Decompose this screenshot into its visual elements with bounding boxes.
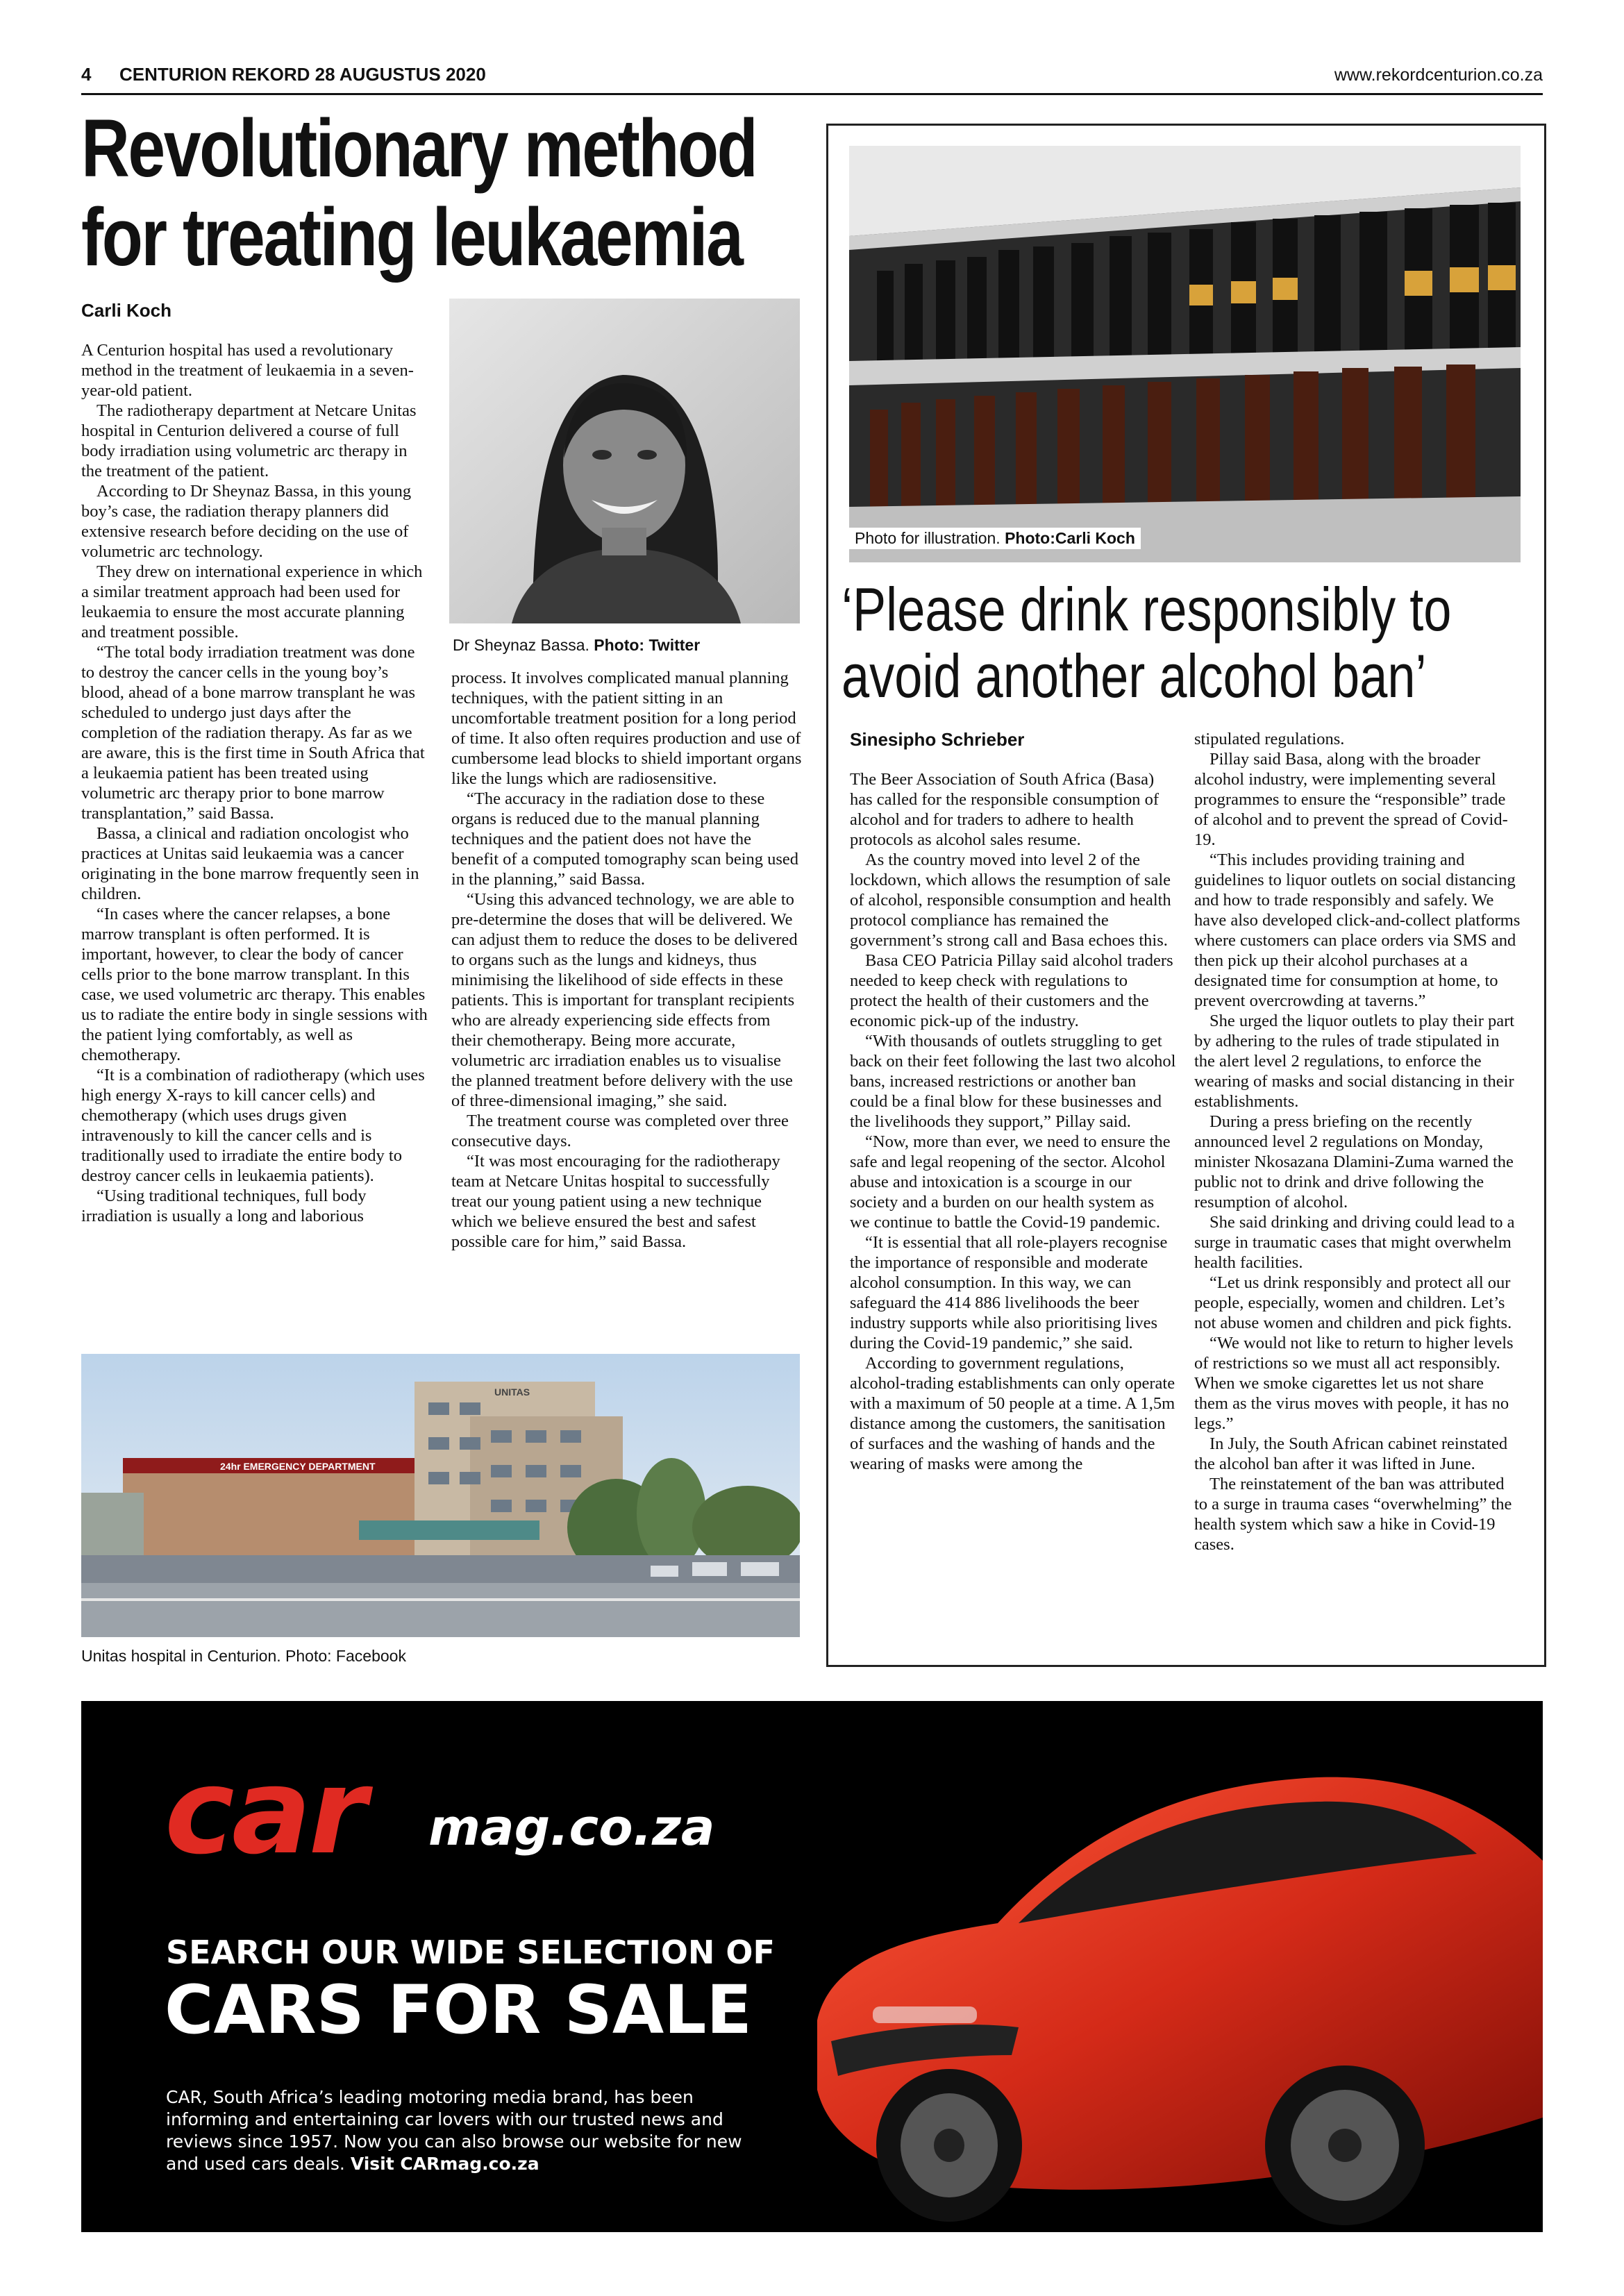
paragraph: According to government regulations, alcohol-trading establishments can only operate with a maximum of 50 people at a time. A 1,5m distance among the customers, the sanitisation of surfaces and the washing of hands and the wearing of masks were among the	[850, 1354, 1175, 1473]
paragraph: She said drinking and driving could lead to a surge in traumatic cases that might overwhelm health facilities.	[1194, 1213, 1515, 1272]
paragraph: “The accuracy in the radiation dose to these organs is reduced due to the manual planning techniques and the patient does not have the benefit of a computed tomography scan being used in the planning,” said Bassa.	[451, 789, 799, 889]
paragraph: According to Dr Sheynaz Bassa, in this young boy’s case, the radiation therapy planners did extensive research before deciding on the use of volumetric arc technology.	[81, 482, 412, 561]
paragraph: “In cases where the cancer relapses, a bone marrow transplant is often performed. It is important, however, to clear the body of cancer cells prior to the bone marrow transplant. In this case, we used volumetric arc therapy. This enables us to radiate the entire body in single sessions with the patient lying comfortably, as well as chemotherapy.	[81, 905, 428, 1064]
portrait-photo	[449, 299, 800, 623]
article2-column1	[850, 769, 1176, 1644]
paragraph: “This includes providing training and guidelines to liquor outlets on social distancing and how to trade responsibly and safely. We have also developed click-and-collect platforms where customers can place orders via SMS and then pick up their alcohol purchases at a designated time for consumption at home, to prevent overcrowding at taverns.”	[1194, 850, 1521, 1010]
portrait-caption: Dr Sheynaz Bassa. Photo: Twitter	[453, 636, 701, 654]
paragraph: A Centurion hospital has used a revolutionary method in the treatment of leukaemia in a seven-year-old patient.	[81, 341, 414, 400]
carmag-logo-car: car	[165, 1743, 365, 1881]
hospital-sign-text: 24hr EMERGENCY DEPARTMENT	[220, 1461, 376, 1472]
portrait-illustration	[449, 299, 800, 623]
article1-column2	[451, 668, 802, 1345]
article2-byline: Sinesipho Schrieber	[850, 729, 1025, 750]
paragraph: Bassa, a clinical and radiation oncologist who practices at Unitas said leukaemia was a cancer originating in the bone marrow frequently seen in children.	[81, 824, 419, 903]
paragraph: In July, the South African cabinet reinstated the alcohol ban after it was lifted in June.	[1194, 1434, 1508, 1473]
ad-cta-link[interactable]: Visit CARmag.co.za	[350, 2154, 539, 2174]
paragraph: Pillay said Basa, along with the broader alcohol industry, were implementing several programmes to ensure the “responsible” trade of alcohol and to prevent the spread of Covid-19.	[1194, 750, 1508, 849]
article2-column2	[1194, 729, 1521, 1644]
liquor-shelf-photo	[849, 146, 1521, 562]
article1-headline-line1: Revolutionary method	[81, 103, 757, 194]
liquor-shelf-illustration	[849, 146, 1521, 562]
paragraph: “The total body irradiation treatment was done to destroy the cancer cells in the young boy’s blood, ahead of a bone marrow transplant he was scheduled to undergo just days after the completion of the radiation therapy. As far as we are aware, this is the first time in South Africa that a leukaemia patient has been treated using volumetric arc therapy prior to bone marrow transplantation,” said Bassa.	[81, 643, 425, 823]
paragraph: The radiotherapy department at Netcare Unitas hospital in Centurion delivered a course of full body irradiation using volumetric arc therapy in the treatment of the patient.	[81, 401, 417, 480]
paragraph: During a press briefing on the recently announced level 2 regulations on Monday, minister Nkosazana Dlamini-Zuma warned the public not to drink and drive following the resumption of alcohol.	[1194, 1112, 1514, 1212]
carmag-advertisement[interactable]	[81, 1701, 1543, 2232]
paragraph: “With thousands of outlets struggling to get back on their feet following the last two alcohol bans, increased restrictions or another ban could be a final blow for these businesses and the livelihoods they support,” Pillay said.	[850, 1032, 1176, 1131]
article2-headline-line2: avoid another alcohol ban’	[842, 642, 1427, 710]
website-url[interactable]: www.rekordcenturion.co.za	[1334, 65, 1543, 85]
paragraph: Basa CEO Patricia Pillay said alcohol traders needed to keep check with regulations to protect the health of their customers and the economic pick-up of the industry.	[850, 951, 1173, 1030]
hospital-caption: Unitas hospital in Centurion. Photo: Facebook	[81, 1647, 406, 1665]
carmag-logo-domain: mag.co.za	[428, 1798, 715, 1857]
paragraph: process. It involves complicated manual planning techniques, with the patient sitting in an uncomfortable treatment position for a long period of time. It also often requires production and use of cumbersome lead blocks to shield important organs like the lungs which are radiosensitive.	[451, 669, 802, 788]
paragraph: “Using traditional techniques, full body irradiation is usually a long and laborious	[81, 1187, 367, 1225]
article1-column1	[81, 340, 431, 1340]
article2-headline-line1: ‘Please drink responsibly to	[842, 575, 1452, 644]
red-car-illustration	[789, 1729, 1543, 2232]
hospital-photo	[81, 1354, 800, 1637]
article1-headline-line2: for treating leukaemia	[81, 192, 742, 283]
hospital-building-sign: UNITAS	[494, 1386, 530, 1398]
liquor-photo-caption: Photo for illustration. Photo:Carli Koch	[849, 528, 1141, 549]
hospital-illustration	[81, 1354, 800, 1637]
paragraph: The Beer Association of South Africa (Basa) has called for the responsible consumption of alcohol and for traders to adhere to health protocols as alcohol sales resume.	[850, 770, 1159, 849]
ad-headline-big: CARS FOR SALE	[165, 1971, 752, 2049]
paragraph: stipulated regulations.	[1194, 730, 1345, 748]
header-rule	[81, 93, 1543, 95]
paragraph: “It is a combination of radiotherapy (which uses high energy X-rays to kill cancer cells) and chemotherapy (which uses drugs given intravenously to kill the cancer cells and is traditionally used to irradiate the entire body to destroy cancer cells in leukaemia patients).	[81, 1066, 425, 1185]
ad-body: CAR, South Africa’s leading motoring media brand, has been informing and entertaining car lovers with our trusted news and reviews since 1957. Now you can also browse our website for new and used cars deals. Visit CARmag.co.za	[166, 2087, 742, 2174]
article1-byline: Carli Koch	[81, 300, 172, 321]
paragraph: “It was most encouraging for the radiotherapy team at Netcare Unitas hospital to successfully treat our young patient using a new technique which we believe ensured the best and safest possible care for him,” said Bassa.	[451, 1152, 780, 1251]
paragraph: “We would not like to return to higher levels of restrictions so we must all act responsibly. When we smoke cigarettes let us not share them as the virus moves with people, it has no legs.”	[1194, 1334, 1514, 1433]
paragraph: She urged the liquor outlets to play their part by adhering to the rules of trade stipulated in the alert level 2 regulations, to enforce the wearing of masks and social distancing in their establishments.	[1194, 1012, 1515, 1111]
paragraph: As the country moved into level 2 of the lockdown, which allows the resumption of sale of alcohol, responsible consumption and health protocol compliance has remained the government’s strong call and Basa echoes this.	[850, 850, 1171, 950]
paragraph: The reinstatement of the ban was attributed to a surge in trauma cases “overwhelming” the health system which saw a hike in Covid-19 cases.	[1194, 1475, 1512, 1554]
paragraph: The treatment course was completed over three consecutive days.	[451, 1112, 789, 1150]
page-number: 4	[81, 64, 92, 85]
ad-headline-small: SEARCH OUR WIDE SELECTION OF	[166, 1934, 775, 1971]
paragraph: “Using this advanced technology, we are able to pre-determine the doses that will be delivered. We can adjust them to reduce the doses to be delivered to organs such as the lungs and kidneys, thus minimising the likelihood of side effects in these patients. This is important for transplant recipients who are already experiencing side effects from their chemotherapy. Being more accurate, volumetric arc irradiation enables us to visualise the planned treatment before delivery with the use of three-dimensional imaging,” she said.	[451, 890, 798, 1110]
paragraph: “Let us drink responsibly and protect all our people, especially, women and children. Let’s not abuse women and children and pick fights.	[1194, 1273, 1512, 1332]
paragraph: “It is essential that all role-players recognise the importance of responsible and moderate alcohol consumption. In this way, we can safeguard the 414 886 livelihoods the beer industry supports while also prioritising lives during the Covid-19 pandemic,” she said.	[850, 1233, 1168, 1352]
paragraph: “Now, more than ever, we need to ensure the safe and legal reopening of the sector. Alcohol abuse and intoxication is a scourge in our society and a burden on our health system as we continue to battle the Covid-19 pandemic.	[850, 1132, 1171, 1232]
paragraph: They drew on international experience in which a similar treatment approach had been used for leukaemia to ensure the most accurate planning and treatment possible.	[81, 562, 423, 642]
publication-date-line: CENTURION REKORD 28 AUGUSTUS 2020	[119, 64, 486, 85]
